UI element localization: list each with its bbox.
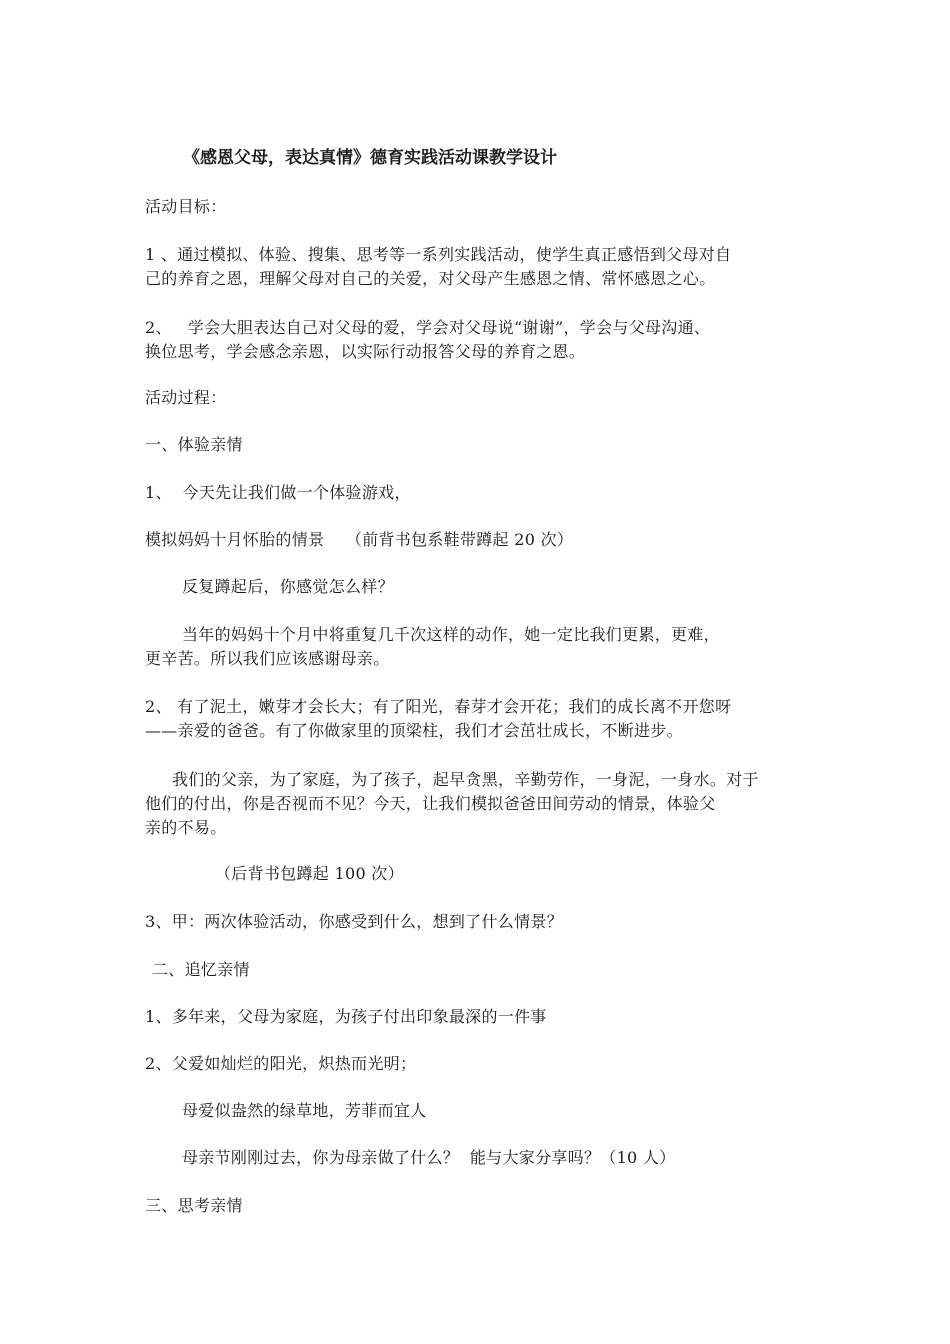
process-heading: 活动过程： <box>145 388 227 407</box>
section-1-item-1-detail: 模拟妈妈十月怀胎的情景 （前背书包系鞋带蹲起 20 次） <box>145 530 574 549</box>
section-3-heading: 三、思考亲情 <box>145 1196 243 1215</box>
section-1-dad-line-1: 我们的父亲，为了家庭，为了孩子，起早贪黑，辛勤劳作，一身泥，一身水。对于 <box>172 770 759 789</box>
section-1-dad-line-2: 他们的付出，你是否视而不见？今天，让我们模拟爸爸田间劳动的情景，体验父 <box>145 794 716 813</box>
section-2-item-2-continued: 母爱似盎然的绿草地，芳菲而宜人 <box>182 1101 427 1120</box>
section-2-item-1: 1、多年来，父母为家庭，为孩子付出印象最深的一件事 <box>145 1007 547 1026</box>
section-1-item-1: 1、 今天先让我们做一个体验游戏， <box>145 483 411 502</box>
goal-2-line-2: 换位思考，学会感念亲恩，以实际行动报答父母的养育之恩。 <box>145 342 586 361</box>
section-1-item-2-line-1: 2、 有了泥土，嫩芽才会长大；有了阳光，春芽才会开花；我们的成长离不开您呀 <box>145 697 732 716</box>
section-1-mom-line-1: 当年的妈妈十个月中将重复几千次这样的动作，她一定比我们更累，更难， <box>182 625 720 644</box>
section-1-question: 反复蹲起后，你感觉怎么样？ <box>182 577 394 596</box>
section-2-item-2-question: 母亲节刚刚过去，你为母亲做了什么？ 能与大家分享吗？（10 人） <box>182 1148 676 1167</box>
document-title: 《感恩父母，表达真情》德育实践活动课教学设计 <box>183 148 557 168</box>
section-1-item-2-line-2: ——亲爱的爸爸。有了你做家里的顶梁柱，我们才会茁壮成长，不断进步。 <box>145 721 683 740</box>
section-1-dad-line-3: 亲的不易。 <box>145 818 227 837</box>
goal-heading: 活动目标： <box>145 197 227 216</box>
section-1-heading: 一、体验亲情 <box>145 435 243 454</box>
section-1-dad-action: （后背书包蹲起 100 次） <box>215 864 404 883</box>
section-1-item-3: 3、甲：两次体验活动，你感受到什么，想到了什么情景？ <box>145 912 563 931</box>
section-2-heading: 二、追忆亲情 <box>152 960 250 979</box>
section-2-item-2: 2、父爱如灿烂的阳光，炽热而光明； <box>145 1054 417 1073</box>
goal-2-line-1: 2、 学会大胆表达自己对父母的爱，学会对父母说“谢谢”，学会与父母沟通、 <box>145 318 711 337</box>
section-1-mom-line-2: 更辛苦。所以我们应该感谢母亲。 <box>145 649 390 668</box>
goal-1-line-2: 己的养育之恩，理解父母对自己的关爱，对父母产生感恩之情、常怀感恩之心。 <box>145 269 716 288</box>
goal-1-line-1: 1 、通过模拟、体验、搜集、思考等一系列实践活动，使学生真正感悟到父母对自 <box>145 245 732 264</box>
